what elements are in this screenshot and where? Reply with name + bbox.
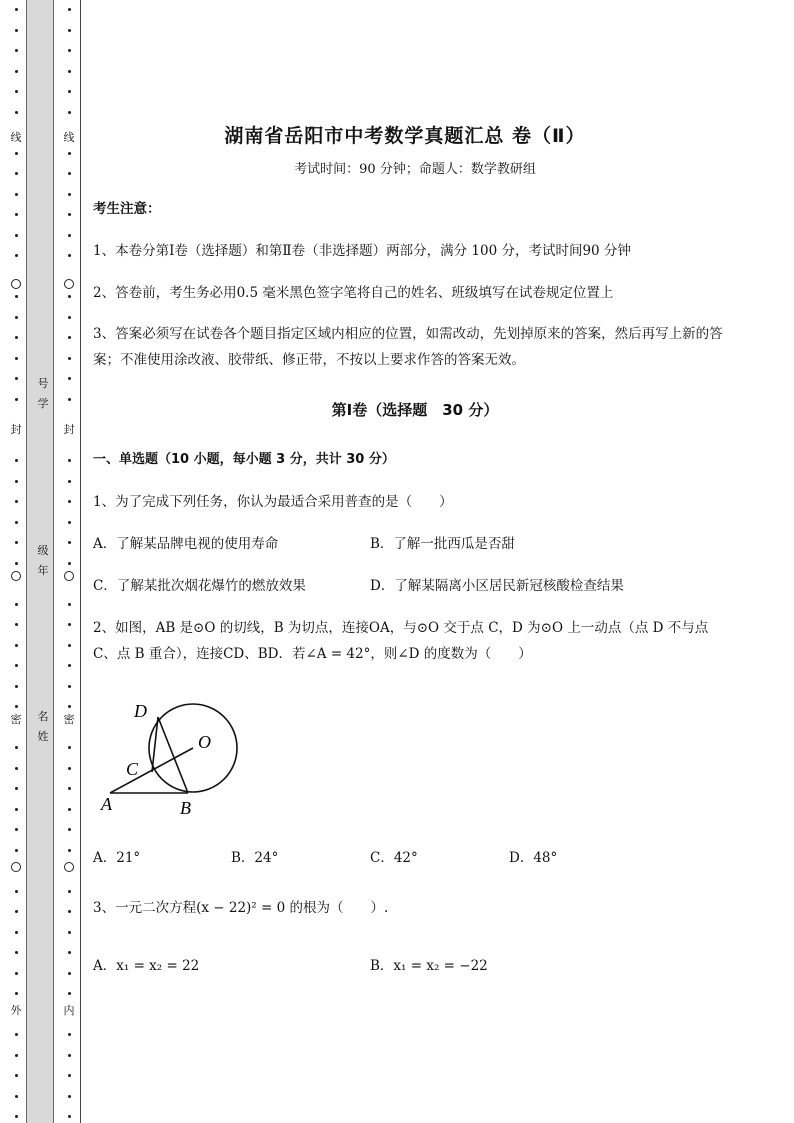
cut-dot: [68, 90, 71, 93]
cut-dot: [68, 849, 71, 852]
cut-dot: [15, 890, 18, 893]
cut-dot: [68, 49, 71, 52]
cut-dot: [68, 213, 71, 216]
q2-option-d: D．48°: [509, 850, 558, 866]
cut-dot: [68, 931, 71, 934]
cut-dot: [68, 541, 71, 544]
q3-option-b: B．x₁ = x₂ = −22: [370, 958, 488, 974]
circle-mark: [64, 571, 74, 581]
cut-dot: [68, 398, 71, 401]
cut-dot: [68, 1115, 71, 1118]
cut-dot: [68, 972, 71, 975]
cut-dot: [15, 70, 18, 73]
cut-dot: [15, 992, 18, 995]
cut-dot: [15, 377, 18, 380]
notice-heading: 考生注意：: [93, 201, 161, 217]
cut-mark-feng: 封: [63, 423, 75, 436]
q1-option-a: A．了解某品牌电视的使用寿命: [93, 536, 279, 552]
field-label-xue: 学: [37, 397, 49, 410]
cut-dot: [15, 562, 18, 565]
cut-dot: [68, 705, 71, 708]
cut-dot: [68, 254, 71, 257]
label-d: D: [134, 701, 147, 721]
cut-dot: [15, 1095, 18, 1098]
cut-dot: [15, 972, 18, 975]
cut-dot: [15, 8, 18, 11]
cut-dot: [15, 1033, 18, 1036]
question-3-stem: 3、一元二次方程(x − 22)² = 0 的根为（ ）.: [93, 900, 389, 916]
cut-dot: [68, 193, 71, 196]
label-a: A: [101, 794, 112, 814]
cut-dot: [68, 8, 71, 11]
cut-dot: [15, 541, 18, 544]
cut-dot: [68, 172, 71, 175]
cut-dot: [15, 623, 18, 626]
cut-mark-nei: 内: [63, 1004, 75, 1017]
cut-dot: [68, 500, 71, 503]
cut-dot: [15, 193, 18, 196]
cut-dot: [15, 172, 18, 175]
cut-dot: [68, 459, 71, 462]
cut-dot: [68, 70, 71, 73]
cut-mark-wai: 外: [10, 1004, 22, 1017]
circle-mark: [11, 862, 21, 872]
q2-option-c: C．42°: [370, 850, 418, 866]
cut-dot: [68, 910, 71, 913]
question-1-stem: 1、为了完成下列任务，你认为最适合采用普查的是（ ）: [93, 494, 453, 510]
q1-option-d: D．了解某隔离小区居民新冠核酸检查结果: [370, 578, 624, 594]
cut-dot: [15, 664, 18, 667]
notice-item: 2、答卷前，考生务必用0.5 毫米黑色签字笔将自己的姓名、班级填写在试卷规定位置上: [93, 285, 614, 301]
cut-dot: [68, 357, 71, 360]
cut-dot: [68, 951, 71, 954]
segment-db: [158, 717, 188, 793]
cut-dot: [68, 29, 71, 32]
circle-mark: [64, 862, 74, 872]
cut-dot: [15, 459, 18, 462]
cut-dot: [15, 910, 18, 913]
section-heading: 一、单选题（10 小题，每小题 3 分，共计 30 分）: [93, 452, 395, 467]
cut-dot: [15, 357, 18, 360]
exam-subtitle: 考试时间：90 分钟；命题人：数学教研组: [294, 162, 536, 177]
cut-dot: [15, 254, 18, 257]
q1-option-c: C．了解某批次烟花爆竹的燃放效果: [93, 578, 306, 594]
cut-dot: [68, 480, 71, 483]
cut-dot: [15, 787, 18, 790]
cut-dot: [68, 664, 71, 667]
cut-dot: [15, 828, 18, 831]
cut-dot: [15, 685, 18, 688]
cut-dot: [68, 1095, 71, 1098]
binding-margin: [0, 0, 82, 1123]
cut-dot: [15, 29, 18, 32]
cut-dot: [15, 603, 18, 606]
exam-title: 湖南省岳阳市中考数学真题汇总 卷（Ⅱ）: [224, 125, 586, 147]
cut-dot: [68, 1033, 71, 1036]
question-2-stem-line2: C、点 B 重合），连接CD、BD．若∠A = 42°，则∠D 的度数为（ ）: [93, 646, 532, 662]
cut-dot: [15, 931, 18, 934]
question-2-stem-line1: 2、如图，AB 是⊙O 的切线，B 为切点，连接OA，与⊙O 交于点 C，D 为⊙O 上一动点（点 D 不与点: [93, 620, 709, 636]
cut-dot: [15, 398, 18, 401]
cut-line-inner: [62, 0, 76, 1123]
cut-dot: [68, 787, 71, 790]
cut-dot: [15, 90, 18, 93]
cut-dot: [68, 152, 71, 155]
cut-dot: [15, 705, 18, 708]
field-label-nian: 年: [37, 564, 49, 577]
cut-dot: [68, 521, 71, 524]
q1-option-b: B．了解一批西瓜是否甜: [370, 536, 515, 552]
cut-dot: [15, 213, 18, 216]
seal-band: [26, 0, 54, 1123]
cut-dot: [68, 603, 71, 606]
cut-dot: [68, 992, 71, 995]
q2-option-b: B．24°: [231, 850, 279, 866]
cut-dot: [68, 890, 71, 893]
cut-dot: [68, 644, 71, 647]
cut-dot: [15, 1074, 18, 1077]
cut-dot: [68, 234, 71, 237]
cut-dot: [15, 644, 18, 647]
q3-option-a: A．x₁ = x₂ = 22: [93, 958, 200, 974]
cut-dot: [68, 377, 71, 380]
circle-mark: [11, 279, 21, 289]
q2-option-a: A．21°: [93, 850, 141, 866]
cut-dot: [68, 828, 71, 831]
cut-dot: [68, 1074, 71, 1077]
cut-dot: [15, 521, 18, 524]
notice-item: 3、答案必须写在试卷各个题目指定区域内相应的位置，如需改动，先划掉原来的答案，然后再写上新的答案；不准使用涂改液、胶带纸、修正带，不按以上要求作答的答案无效。: [93, 326, 723, 368]
cut-dot: [15, 849, 18, 852]
cut-dot: [15, 336, 18, 339]
cut-dot: [68, 746, 71, 749]
cut-dot: [15, 1054, 18, 1057]
field-label-ji: 级: [37, 544, 49, 557]
cut-dot: [68, 808, 71, 811]
cut-mark-xian: 线: [63, 131, 75, 144]
cut-dot: [68, 295, 71, 298]
field-label-hao: 号: [37, 377, 49, 390]
cut-dot: [68, 316, 71, 319]
label-c: C: [126, 759, 139, 779]
margin-rule: [80, 0, 81, 1123]
part-title: 第Ⅰ卷（选择题 30 分）: [331, 401, 499, 419]
field-label-ming: 名: [37, 710, 49, 723]
cut-dot: [15, 49, 18, 52]
circle-tangent-diagram: [96, 696, 246, 821]
label-o: O: [198, 732, 211, 752]
cut-dot: [68, 562, 71, 565]
cut-dot: [15, 152, 18, 155]
cut-dot: [15, 746, 18, 749]
cut-dot: [68, 623, 71, 626]
cut-line-outer: [9, 0, 23, 1123]
cut-dot: [15, 500, 18, 503]
field-label-xing: 姓: [37, 730, 49, 743]
q2-figure: [96, 696, 246, 825]
cut-mark-mi: 密: [63, 713, 75, 726]
cut-dot: [15, 111, 18, 114]
cut-dot: [15, 767, 18, 770]
cut-dot: [68, 767, 71, 770]
cut-dot: [15, 951, 18, 954]
cut-dot: [68, 336, 71, 339]
cut-mark-feng: 封: [10, 423, 22, 436]
cut-dot: [68, 111, 71, 114]
cut-dot: [15, 480, 18, 483]
circle-mark: [11, 571, 21, 581]
cut-mark-mi: 密: [10, 713, 22, 726]
cut-dot: [15, 234, 18, 237]
cut-dot: [15, 808, 18, 811]
notice-item: 1、本卷分第Ⅰ卷（选择题）和第Ⅱ卷（非选择题）两部分，满分 100 分，考试时间90 分钟: [93, 243, 631, 259]
cut-dot: [15, 1115, 18, 1118]
cut-dot: [15, 316, 18, 319]
cut-dot: [68, 1054, 71, 1057]
cut-mark-xian: 线: [10, 131, 22, 144]
cut-dot: [68, 685, 71, 688]
label-b: B: [180, 798, 191, 818]
circle-mark: [64, 279, 74, 289]
cut-dot: [15, 295, 18, 298]
